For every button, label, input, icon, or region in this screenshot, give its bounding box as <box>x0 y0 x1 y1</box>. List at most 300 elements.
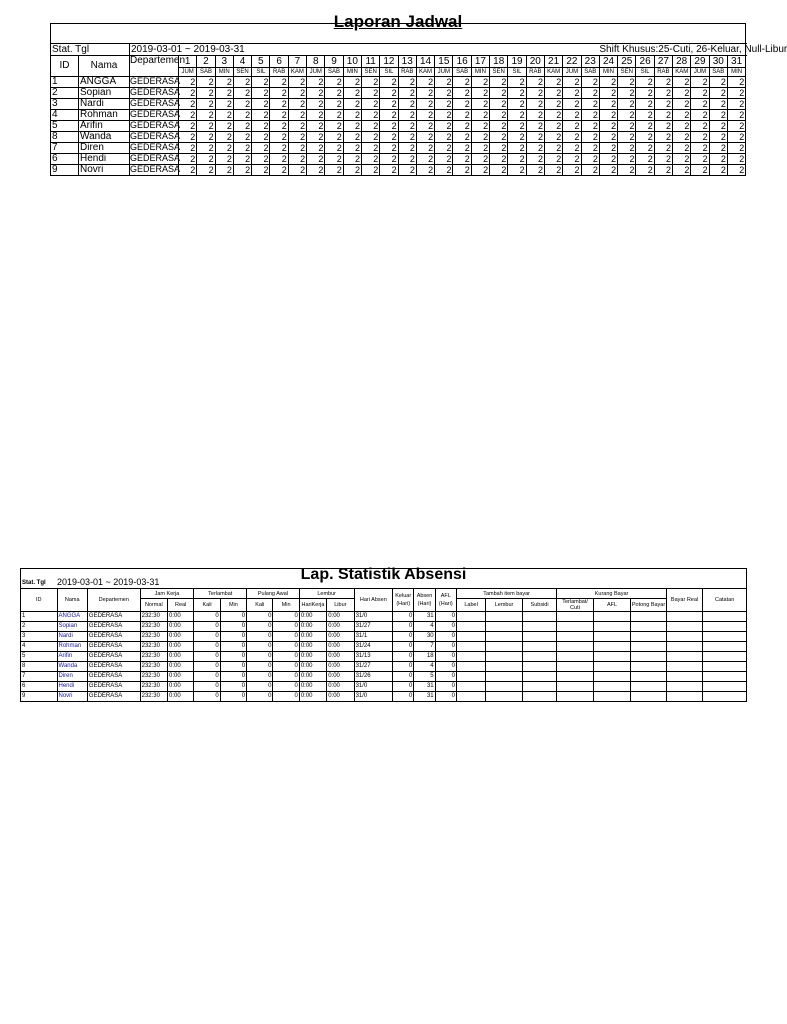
att-cell-empty <box>486 662 523 672</box>
att-cell-empty <box>593 622 631 632</box>
att-cell-empty <box>486 632 523 642</box>
att-cell-empty <box>557 642 594 652</box>
schedule-cell-shift: 2 <box>343 77 361 88</box>
schedule-cell-shift: 2 <box>453 154 471 165</box>
schedule-cell-shift: 2 <box>654 154 672 165</box>
schedule-cell-id: 6 <box>51 154 79 165</box>
schedule-cell-shift: 2 <box>325 132 343 143</box>
schedule-cell-shift: 2 <box>563 165 581 176</box>
att-cell-empty <box>456 692 485 702</box>
schedule-cell-shift: 2 <box>654 132 672 143</box>
schedule-day-header: 8 <box>307 56 325 68</box>
schedule-info-row <box>51 44 746 56</box>
schedule-cell-id: 2 <box>51 88 79 99</box>
schedule-row <box>51 110 746 121</box>
att-cell-t-min: 0 <box>220 612 246 622</box>
schedule-cell-shift: 2 <box>563 143 581 154</box>
att-cell-p-min: 0 <box>273 692 299 702</box>
schedule-row <box>51 143 746 154</box>
schedule-cell-shift: 2 <box>435 154 453 165</box>
schedule-cell-shift: 2 <box>416 132 434 143</box>
attendance-row <box>21 692 747 702</box>
schedule-cell-shift: 2 <box>270 88 288 99</box>
att-cell-empty <box>631 682 666 692</box>
att-cell-absen: 30 <box>414 632 435 642</box>
att-cell-hari-absen: 31/0 <box>354 692 393 702</box>
att-cell-keluar: 0 <box>393 672 414 682</box>
att-cell-p-kali: 0 <box>247 682 273 692</box>
att-cell-p-min: 0 <box>273 652 299 662</box>
schedule-cell-shift: 2 <box>599 165 617 176</box>
schedule-day-header: 23 <box>581 56 599 68</box>
att-cell-absen: 31 <box>414 682 435 692</box>
schedule-cell-shift: 2 <box>179 99 197 110</box>
att-cell-l-libur: 0:00 <box>327 672 354 682</box>
schedule-cell-shift: 2 <box>179 165 197 176</box>
att-cell-empty <box>666 612 703 622</box>
schedule-day-header: 21 <box>544 56 562 68</box>
schedule-cell-shift: 2 <box>709 143 727 154</box>
schedule-legend: Shift Khusus:25-Cuti, 26-Keluar, Null-Libur <box>599 43 787 55</box>
att-cell-empty <box>456 642 485 652</box>
schedule-cell-shift: 2 <box>490 143 508 154</box>
att-cell-p-kali: 0 <box>247 692 273 702</box>
schedule-cell-shift: 2 <box>508 154 526 165</box>
schedule-cell-shift: 2 <box>618 154 636 165</box>
att-cell-keluar: 0 <box>393 662 414 672</box>
schedule-row <box>51 121 746 132</box>
schedule-cell-shift: 2 <box>398 99 416 110</box>
schedule-cell-shift: 2 <box>288 110 306 121</box>
att-cell-normal: 232:30 <box>140 682 167 692</box>
schedule-cell-shift: 2 <box>618 132 636 143</box>
att-cell-afl: 0 <box>435 692 456 702</box>
schedule-cell-shift: 2 <box>325 77 343 88</box>
schedule-day-header: 1 <box>179 56 197 68</box>
att-col-keluar: Keluar (Hari) <box>393 589 414 612</box>
schedule-row <box>51 132 746 143</box>
att-cell-empty <box>666 672 703 682</box>
att-cell-empty <box>703 632 747 642</box>
schedule-day-header: 24 <box>599 56 617 68</box>
schedule-cell-shift: 2 <box>197 99 215 110</box>
schedule-cell-shift: 2 <box>636 121 654 132</box>
schedule-cell-shift: 2 <box>673 88 691 99</box>
att-cell-normal: 232:30 <box>140 672 167 682</box>
schedule-weekday-header: RAB <box>398 68 416 77</box>
att-cell-keluar: 0 <box>393 652 414 662</box>
att-cell-t-min: 0 <box>220 642 246 652</box>
schedule-weekday-header: MIN <box>215 68 233 77</box>
att-cell-p-kali: 0 <box>247 662 273 672</box>
att-col-dept: Departemen <box>87 589 140 612</box>
schedule-cell-shift: 2 <box>233 154 251 165</box>
att-cell-afl: 0 <box>435 652 456 662</box>
att-cell-empty <box>557 652 594 662</box>
schedule-cell-shift: 2 <box>673 165 691 176</box>
schedule-cell-shift: 2 <box>636 165 654 176</box>
schedule-cell-shift: 2 <box>197 77 215 88</box>
schedule-cell-dept: GEDERASA <box>130 131 181 141</box>
schedule-cell-shift: 2 <box>325 99 343 110</box>
schedule-cell-shift: 2 <box>526 121 544 132</box>
schedule-cell-shift: 2 <box>691 88 709 99</box>
schedule-table <box>50 43 787 176</box>
schedule-cell-shift: 2 <box>727 88 745 99</box>
att-cell-dept: GEDERASA <box>87 612 140 622</box>
schedule-cell-shift: 2 <box>453 143 471 154</box>
schedule-weekday-header: MIN <box>343 68 361 77</box>
schedule-cell-shift: 2 <box>325 110 343 121</box>
schedule-cell-shift: 2 <box>252 88 270 99</box>
att-col-tambah: Tambah item bayar <box>456 589 556 599</box>
att-cell-l-hk: 0:00 <box>299 662 326 672</box>
schedule-cell-shift: 2 <box>380 110 398 121</box>
schedule-cell-shift: 2 <box>544 121 562 132</box>
schedule-cell-shift: 2 <box>215 121 233 132</box>
schedule-cell-shift: 2 <box>307 121 325 132</box>
schedule-cell-shift: 2 <box>435 132 453 143</box>
schedule-cell-shift: 2 <box>618 77 636 88</box>
schedule-weekday-header: SEN <box>362 68 380 77</box>
schedule-cell-shift: 2 <box>618 110 636 121</box>
schedule-weekday-header: SAB <box>581 68 599 77</box>
schedule-cell-shift: 2 <box>673 121 691 132</box>
att-col-absen: Absen (Hari) <box>414 589 435 612</box>
schedule-cell-shift: 2 <box>654 121 672 132</box>
schedule-weekday-header: SAB <box>197 68 215 77</box>
schedule-cell-name: Arifin <box>79 121 130 132</box>
att-cell-p-kali: 0 <box>247 622 273 632</box>
schedule-day-header: 16 <box>453 56 471 68</box>
att-cell-empty <box>631 642 666 652</box>
schedule-cell-shift: 2 <box>288 99 306 110</box>
schedule-row <box>51 99 746 110</box>
schedule-day-header: 17 <box>471 56 489 68</box>
att-cell-name: Novri <box>57 692 87 702</box>
schedule-cell-shift: 2 <box>307 154 325 165</box>
schedule-day-header: 3 <box>215 56 233 68</box>
att-cell-t-kali: 0 <box>194 672 220 682</box>
schedule-row <box>51 165 746 176</box>
att-cell-empty <box>486 612 523 622</box>
att-cell-empty <box>703 622 747 632</box>
schedule-cell-shift: 2 <box>288 77 306 88</box>
schedule-col-dept: Departemen <box>130 56 179 77</box>
schedule-cell-shift: 2 <box>490 110 508 121</box>
schedule-cell-shift: 2 <box>563 132 581 143</box>
att-cell-t-kali: 0 <box>194 652 220 662</box>
schedule-cell-shift: 2 <box>691 165 709 176</box>
schedule-weekday-header: SAB <box>325 68 343 77</box>
att-cell-t-kali: 0 <box>194 612 220 622</box>
schedule-day-header: 11 <box>362 56 380 68</box>
schedule-days-row <box>51 56 746 68</box>
att-cell-empty <box>703 612 747 622</box>
att-cell-normal: 232:30 <box>140 652 167 662</box>
schedule-cell-shift: 2 <box>215 143 233 154</box>
att-cell-real: 0:00 <box>168 692 194 702</box>
schedule-cell-shift: 2 <box>691 121 709 132</box>
att-cell-l-libur: 0:00 <box>327 632 354 642</box>
schedule-row <box>51 77 746 88</box>
schedule-cell-shift: 2 <box>233 165 251 176</box>
schedule-cell-dept: GEDERASA <box>130 164 181 174</box>
schedule-weekday-header: SIL <box>252 68 270 77</box>
att-cell-empty <box>631 632 666 642</box>
schedule-cell-shift: 2 <box>197 132 215 143</box>
att-cell-empty <box>557 692 594 702</box>
schedule-cell-shift: 2 <box>654 88 672 99</box>
schedule-cell-shift: 2 <box>471 110 489 121</box>
schedule-cell-shift: 2 <box>490 88 508 99</box>
schedule-weekday-header: SAB <box>453 68 471 77</box>
schedule-cell-shift: 2 <box>215 154 233 165</box>
schedule-cell-shift: 2 <box>233 99 251 110</box>
att-cell-p-kali: 0 <box>247 632 273 642</box>
schedule-cell-dept: GEDERASA <box>130 76 181 86</box>
schedule-cell-shift: 2 <box>636 88 654 99</box>
schedule-cell-shift: 2 <box>288 154 306 165</box>
attendance-row <box>21 642 747 652</box>
att-cell-t-kali: 0 <box>194 622 220 632</box>
att-cell-id: 4 <box>21 642 58 652</box>
att-cell-empty <box>631 612 666 622</box>
schedule-cell-shift: 2 <box>435 77 453 88</box>
schedule-weekday-header: MIN <box>599 68 617 77</box>
att-cell-real: 0:00 <box>168 612 194 622</box>
schedule-cell-shift: 2 <box>252 143 270 154</box>
att-cell-name: Rohman <box>57 642 87 652</box>
schedule-day-header: 30 <box>709 56 727 68</box>
att-col-lembur2: Lembur <box>486 599 523 612</box>
schedule-cell-shift: 2 <box>691 143 709 154</box>
schedule-cell-shift: 2 <box>563 99 581 110</box>
schedule-col-name: Nama <box>79 56 130 77</box>
att-cell-empty <box>666 632 703 642</box>
schedule-cell-shift: 2 <box>343 143 361 154</box>
att-cell-dept: GEDERASA <box>87 672 140 682</box>
schedule-cell-shift: 2 <box>490 132 508 143</box>
schedule-cell-shift: 2 <box>471 88 489 99</box>
schedule-cell-shift: 2 <box>636 154 654 165</box>
schedule-cell-shift: 2 <box>727 77 745 88</box>
schedule-cell-shift: 2 <box>599 110 617 121</box>
schedule-cell-shift: 2 <box>215 77 233 88</box>
schedule-cell-shift: 2 <box>416 88 434 99</box>
schedule-cell-shift: 2 <box>599 121 617 132</box>
schedule-cell-shift: 2 <box>691 154 709 165</box>
schedule-cell-shift: 2 <box>398 132 416 143</box>
schedule-cell-shift: 2 <box>416 110 434 121</box>
att-col-catatan: Catatan <box>703 589 747 612</box>
schedule-cell-shift: 2 <box>233 132 251 143</box>
schedule-cell-shift: 2 <box>343 121 361 132</box>
att-cell-afl: 0 <box>435 682 456 692</box>
att-cell-id: 1 <box>21 612 58 622</box>
att-cell-dept: GEDERASA <box>87 662 140 672</box>
schedule-cell-shift: 2 <box>435 88 453 99</box>
att-cell-keluar: 0 <box>393 692 414 702</box>
att-cell-empty <box>557 622 594 632</box>
att-cell-empty <box>522 662 556 672</box>
schedule-cell-shift: 2 <box>416 143 434 154</box>
schedule-cell-shift: 2 <box>636 143 654 154</box>
schedule-cell-shift: 2 <box>544 99 562 110</box>
schedule-day-header: 22 <box>563 56 581 68</box>
schedule-info-spacer <box>325 44 599 56</box>
schedule-cell-shift: 2 <box>599 154 617 165</box>
schedule-weekday-header: KAM <box>544 68 562 77</box>
schedule-cell-dept: GEDERASA <box>130 98 181 108</box>
schedule-cell-shift: 2 <box>398 165 416 176</box>
att-cell-keluar: 0 <box>393 612 414 622</box>
schedule-cell-shift: 2 <box>453 88 471 99</box>
schedule-cell-shift: 2 <box>654 110 672 121</box>
schedule-cell-name: Diren <box>79 143 130 154</box>
att-cell-real: 0:00 <box>168 662 194 672</box>
schedule-cell-shift: 2 <box>416 99 434 110</box>
schedule-cell-shift: 2 <box>490 77 508 88</box>
schedule-cell-shift: 2 <box>709 132 727 143</box>
attendance-stat-label: Stat. Tgl <box>22 580 46 586</box>
att-col-t-min: Min <box>220 599 246 612</box>
schedule-weekday-header: JUM <box>307 68 325 77</box>
att-cell-absen: 5 <box>414 672 435 682</box>
schedule-cell-shift: 2 <box>398 88 416 99</box>
schedule-cell-shift: 2 <box>435 99 453 110</box>
att-cell-empty <box>557 672 594 682</box>
schedule-weekday-header: SIL <box>380 68 398 77</box>
schedule-cell-shift: 2 <box>179 110 197 121</box>
att-cell-t-min: 0 <box>220 652 246 662</box>
schedule-cell-dept: GEDERASA <box>130 142 181 152</box>
att-col-afl2: AFL <box>593 599 631 612</box>
schedule-cell-shift: 2 <box>471 77 489 88</box>
att-cell-empty <box>631 672 666 682</box>
schedule-cell-name: Novri <box>79 165 130 176</box>
att-cell-empty <box>486 642 523 652</box>
schedule-weekday-header: SEN <box>233 68 251 77</box>
schedule-cell-shift: 2 <box>435 110 453 121</box>
schedule-cell-shift: 2 <box>343 165 361 176</box>
schedule-cell-shift: 2 <box>563 77 581 88</box>
att-cell-absen: 18 <box>414 652 435 662</box>
schedule-cell-shift: 2 <box>709 88 727 99</box>
schedule-cell-shift: 2 <box>252 165 270 176</box>
schedule-weekday-header: RAB <box>270 68 288 77</box>
att-cell-t-kali: 0 <box>194 692 220 702</box>
schedule-cell-shift: 2 <box>709 99 727 110</box>
schedule-cell-shift: 2 <box>179 132 197 143</box>
att-cell-t-min: 0 <box>220 682 246 692</box>
schedule-cell-shift: 2 <box>618 165 636 176</box>
schedule-cell-shift: 2 <box>599 99 617 110</box>
schedule-cell-shift: 2 <box>673 132 691 143</box>
att-cell-p-kali: 0 <box>247 672 273 682</box>
att-cell-t-min: 0 <box>220 622 246 632</box>
att-cell-empty <box>522 692 556 702</box>
schedule-cell-shift: 2 <box>599 88 617 99</box>
schedule-cell-shift: 2 <box>673 77 691 88</box>
schedule-day-header: 2 <box>197 56 215 68</box>
att-col-subsidi: Subsidi <box>522 599 556 612</box>
schedule-day-header: 7 <box>288 56 306 68</box>
att-cell-normal: 232:30 <box>140 632 167 642</box>
schedule-cell-shift: 2 <box>709 154 727 165</box>
schedule-cell-shift: 2 <box>563 154 581 165</box>
schedule-cell-shift: 2 <box>233 88 251 99</box>
schedule-cell-shift: 2 <box>673 154 691 165</box>
schedule-cell-shift: 2 <box>288 121 306 132</box>
schedule-cell-shift: 2 <box>362 110 380 121</box>
schedule-cell-shift: 2 <box>398 110 416 121</box>
schedule-cell-shift: 2 <box>544 165 562 176</box>
schedule-cell-shift: 2 <box>654 165 672 176</box>
schedule-cell-shift: 2 <box>691 77 709 88</box>
schedule-weekday-header: SEN <box>490 68 508 77</box>
att-cell-p-kali: 0 <box>247 612 273 622</box>
att-cell-normal: 232:30 <box>140 612 167 622</box>
att-cell-hari-absen: 31/27 <box>354 622 393 632</box>
att-cell-empty <box>486 692 523 702</box>
att-cell-name: ANGGA <box>57 612 87 622</box>
schedule-cell-shift: 2 <box>727 143 745 154</box>
schedule-cell-shift: 2 <box>544 132 562 143</box>
att-cell-p-min: 0 <box>273 672 299 682</box>
schedule-cell-shift: 2 <box>508 77 526 88</box>
attendance-date-range: 2019-03-01 ~ 2019-03-31 <box>57 577 160 587</box>
schedule-cell-shift: 2 <box>179 88 197 99</box>
att-cell-l-hk: 0:00 <box>299 612 326 622</box>
schedule-cell-id: 1 <box>51 77 79 88</box>
schedule-cell-shift: 2 <box>581 132 599 143</box>
att-cell-empty <box>593 612 631 622</box>
att-cell-l-hk: 0:00 <box>299 622 326 632</box>
schedule-cell-id: 8 <box>51 132 79 143</box>
att-cell-empty <box>593 642 631 652</box>
schedule-day-header: 10 <box>343 56 361 68</box>
schedule-cell-shift: 2 <box>544 77 562 88</box>
schedule-cell-shift: 2 <box>362 121 380 132</box>
schedule-cell-shift: 2 <box>362 77 380 88</box>
schedule-weekday-header: KAM <box>288 68 306 77</box>
schedule-cell-shift: 2 <box>325 165 343 176</box>
att-cell-l-libur: 0:00 <box>327 682 354 692</box>
schedule-cell-shift: 2 <box>727 110 745 121</box>
att-cell-absen: 31 <box>414 692 435 702</box>
schedule-cell-shift: 2 <box>508 121 526 132</box>
schedule-cell-shift: 2 <box>526 165 544 176</box>
schedule-cell-shift: 2 <box>471 132 489 143</box>
schedule-day-header: 15 <box>435 56 453 68</box>
schedule-day-header: 26 <box>636 56 654 68</box>
att-col-potong: Potong Bayar <box>631 599 666 612</box>
att-cell-normal: 232:30 <box>140 692 167 702</box>
att-cell-l-hk: 0:00 <box>299 652 326 662</box>
att-cell-afl: 0 <box>435 642 456 652</box>
schedule-day-header: 13 <box>398 56 416 68</box>
att-col-terlambat-cuti: Terlambat/ Cuti <box>557 599 594 612</box>
schedule-weekday-header: JUM <box>179 68 197 77</box>
schedule-weekday-header: KAM <box>416 68 434 77</box>
schedule-cell-shift: 2 <box>215 88 233 99</box>
schedule-cell-shift: 2 <box>270 165 288 176</box>
att-cell-t-kali: 0 <box>194 642 220 652</box>
schedule-cell-shift: 2 <box>654 99 672 110</box>
att-cell-empty <box>631 622 666 632</box>
schedule-cell-shift: 2 <box>636 77 654 88</box>
